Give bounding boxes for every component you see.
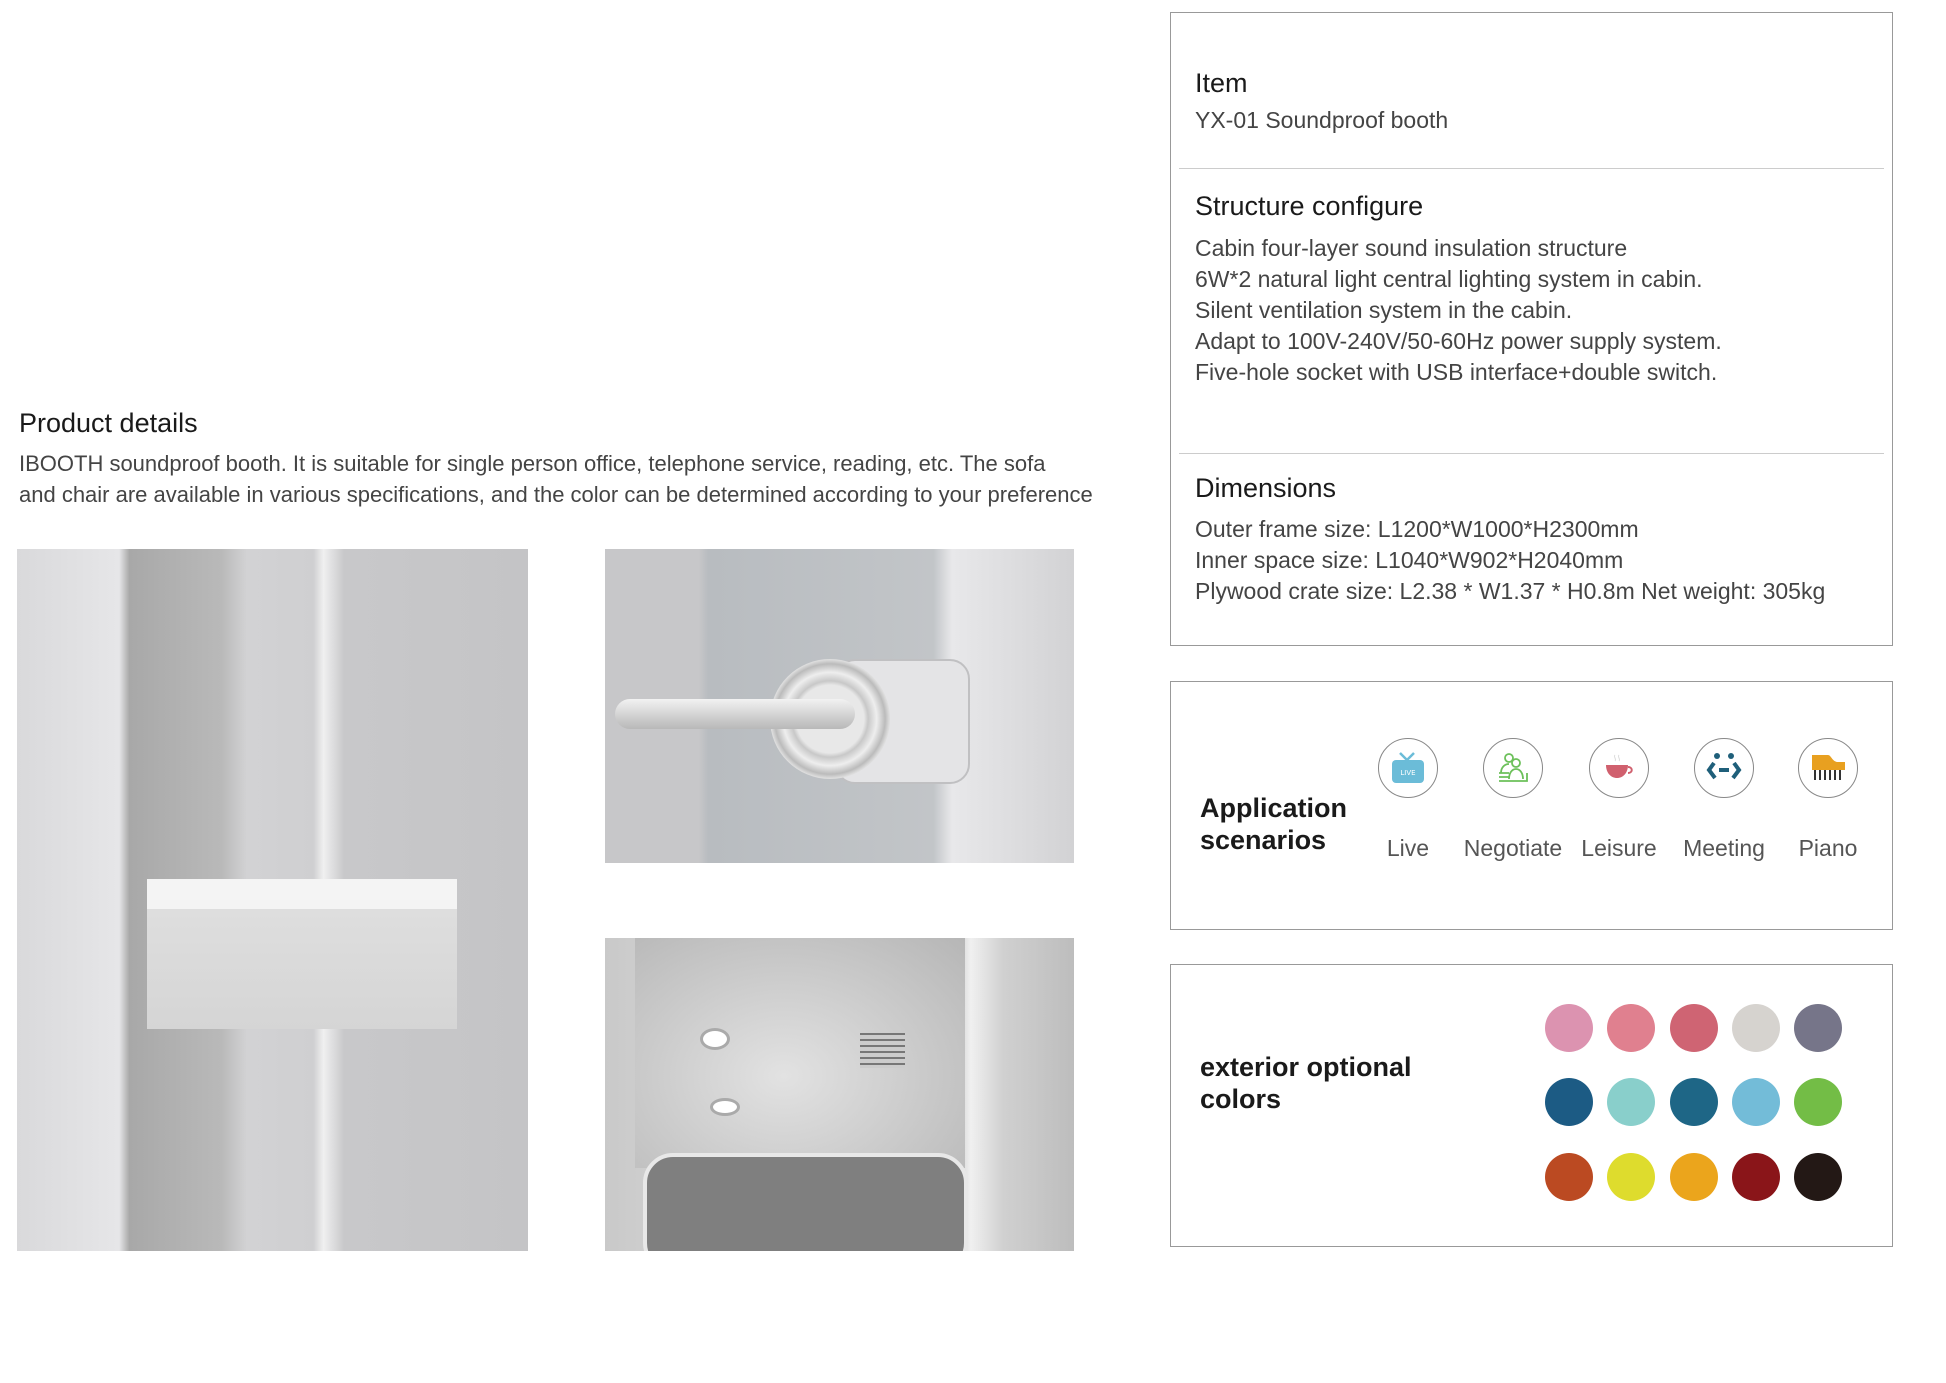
item-value: YX-01 Soundproof booth bbox=[1195, 107, 1449, 133]
meeting-people-icon bbox=[1694, 738, 1754, 798]
structure-line: Five-hole socket with USB interface+double switch. bbox=[1195, 359, 1718, 385]
ceiling-light bbox=[710, 1098, 740, 1116]
title-line: scenarios bbox=[1200, 825, 1327, 855]
coffee-cup-icon bbox=[1589, 738, 1649, 798]
description-line: IBOOTH soundproof booth. It is suitable for single person office, telephone service, reading, etc. The sofa bbox=[19, 451, 1046, 476]
color-swatch[interactable] bbox=[1794, 1078, 1842, 1126]
product-description bbox=[19, 448, 1093, 510]
scenario-label: Live bbox=[1386, 835, 1430, 861]
scenario-label: Piano bbox=[1798, 835, 1858, 861]
people-desk-icon bbox=[1483, 738, 1543, 798]
colors-box bbox=[1170, 964, 1893, 1247]
description-line: and chair are available in various specifications, and the color can be determined according to your preference bbox=[19, 482, 1093, 507]
structure-line: 6W*2 natural light central lighting system in cabin. bbox=[1195, 266, 1703, 292]
scenarios-box bbox=[1170, 681, 1893, 930]
structure-line: Adapt to 100V-240V/50-60Hz power supply system. bbox=[1195, 328, 1722, 354]
shelf bbox=[147, 879, 457, 1029]
svg-text:LIVE: LIVE bbox=[1400, 769, 1416, 777]
ceiling-light bbox=[700, 1028, 730, 1050]
color-swatch[interactable] bbox=[1545, 1004, 1593, 1052]
door-handle-image bbox=[605, 549, 1074, 863]
ceiling-panel bbox=[635, 938, 965, 1168]
color-swatch[interactable] bbox=[1670, 1153, 1718, 1201]
colors-title bbox=[1200, 1051, 1412, 1115]
dimensions-title: Dimensions bbox=[1195, 473, 1337, 503]
vent-grille bbox=[860, 1033, 905, 1068]
title-line: exterior optional bbox=[1200, 1052, 1412, 1082]
product-title: Product details bbox=[19, 408, 198, 438]
structure-title: Structure configure bbox=[1195, 191, 1424, 221]
structure-list bbox=[1195, 233, 1722, 388]
tv-live-icon bbox=[1378, 738, 1438, 798]
ceiling-image bbox=[605, 938, 1074, 1251]
color-swatch[interactable] bbox=[1607, 1153, 1655, 1201]
title-line: Application bbox=[1200, 793, 1347, 823]
dimension-line: Inner space size: L1040*W902*H2040mm bbox=[1195, 547, 1624, 573]
dimension-line: Outer frame size: L1200*W1000*H2300mm bbox=[1195, 516, 1639, 542]
structure-line: Silent ventilation system in the cabin. bbox=[1195, 297, 1573, 323]
door-opening bbox=[643, 1153, 968, 1251]
divider bbox=[1179, 168, 1884, 169]
scenario-label: Leisure bbox=[1581, 835, 1657, 861]
spec-box bbox=[1170, 12, 1893, 646]
color-swatch[interactable] bbox=[1545, 1153, 1593, 1201]
color-swatch[interactable] bbox=[1670, 1078, 1718, 1126]
color-swatch[interactable] bbox=[1670, 1004, 1718, 1052]
color-swatch[interactable] bbox=[1794, 1153, 1842, 1201]
structure-line: Cabin four-layer sound insulation structure bbox=[1195, 235, 1628, 261]
color-swatch[interactable] bbox=[1545, 1078, 1593, 1126]
color-swatch[interactable] bbox=[1607, 1004, 1655, 1052]
color-swatch[interactable] bbox=[1732, 1004, 1780, 1052]
door-panel-image bbox=[17, 549, 528, 1251]
scenarios-title bbox=[1200, 792, 1347, 856]
color-swatch[interactable] bbox=[1732, 1078, 1780, 1126]
color-swatch[interactable] bbox=[1607, 1078, 1655, 1126]
title-line: colors bbox=[1200, 1084, 1282, 1114]
handle-lever bbox=[615, 699, 855, 729]
color-swatch[interactable] bbox=[1794, 1004, 1842, 1052]
color-swatch[interactable] bbox=[1732, 1153, 1780, 1201]
scenario-label: Meeting bbox=[1683, 835, 1765, 861]
divider bbox=[1179, 453, 1884, 454]
item-title: Item bbox=[1195, 68, 1248, 98]
piano-icon bbox=[1798, 738, 1858, 798]
scenario-label: Negotiate bbox=[1463, 835, 1563, 861]
dimensions-list bbox=[1195, 514, 1825, 607]
dimension-line: Plywood crate size: L2.38 * W1.37 * H0.8m Net weight: 305kg bbox=[1195, 578, 1826, 604]
